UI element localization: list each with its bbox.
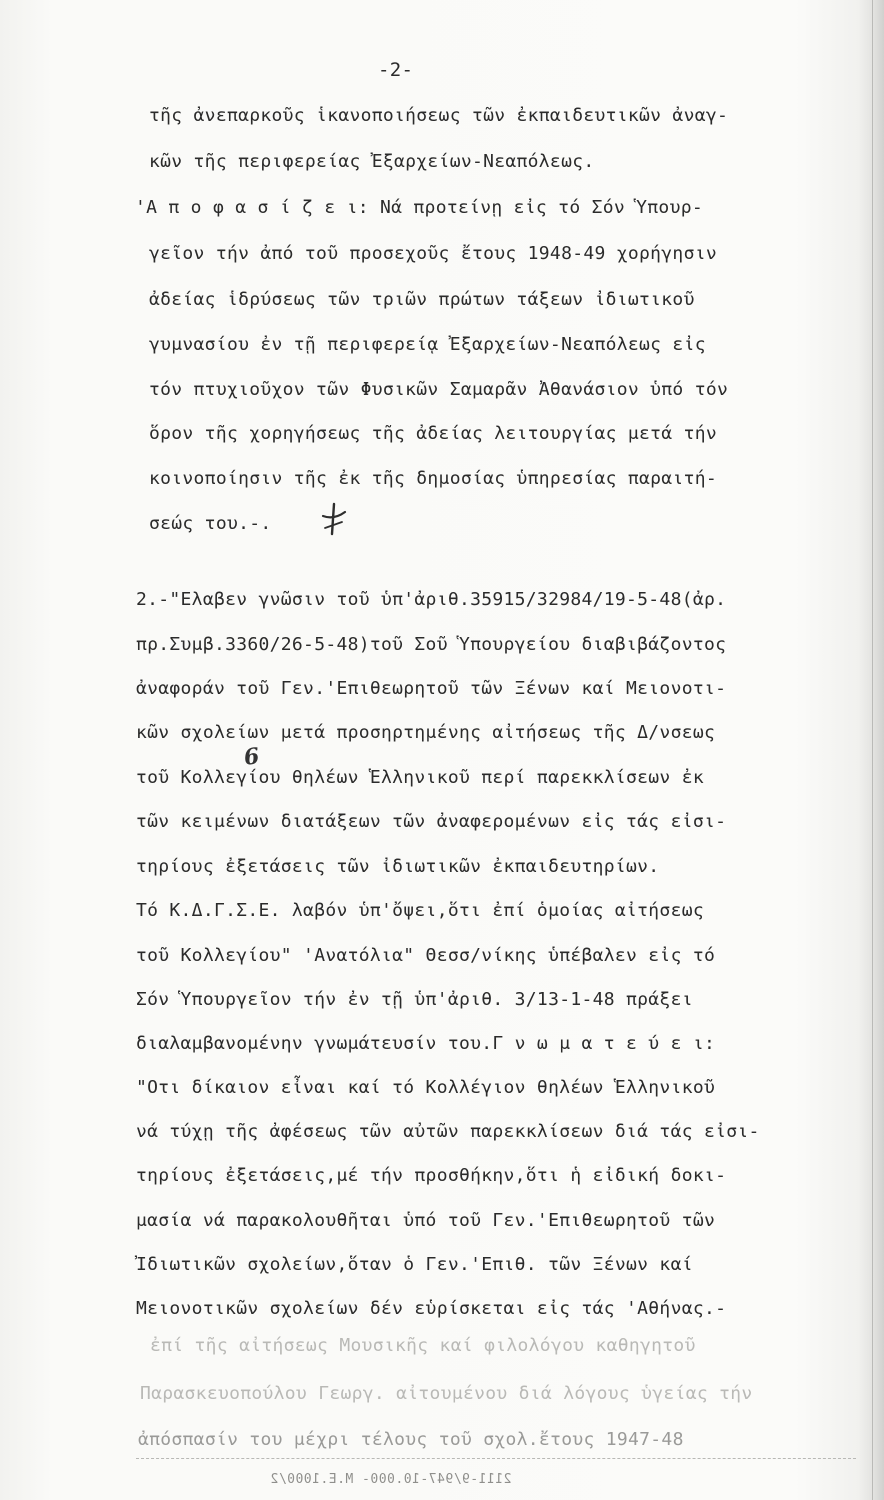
text-line: ἀδείας ἱδρύσεως τῶν τριῶν πρώτων τάξεων ἰδιωτικοῦ — [149, 289, 695, 310]
text-line: "Οτι δίκαιον εἶναι καί τό Κολλέγιον θηλέων Ἑλληνικοῦ — [136, 1077, 716, 1098]
text-line: Σόν Ὑπουργεῖον τήν ἐν τῇ ὑπ'ἀριθ. 3/13-1-48 πράξει — [136, 989, 693, 1010]
text-line: τηρίους ἐξετάσεις,μέ τήν προσθήκην,ὅτι ἡ εἰδική δοκι- — [136, 1165, 727, 1186]
text-line: κῶν τῆς περιφερείας Ἐξαρχείων-Νεαπόλεως. — [149, 151, 595, 172]
text-line: γεῖον τήν ἀπό τοῦ προσεχοῦς ἔτους 1948-49 χορήγησιν — [149, 243, 717, 264]
page-number: -2- — [378, 59, 414, 81]
bleed-through-line: ἐπί τῆς αἰτήσεως Μουσικῆς καί φιλολόγου καθηγητοῦ — [150, 1335, 696, 1356]
text-line: τοῦ Κολλεγίου" 'Ανατόλια" Θεσσ/νίκης ὑπέβαλεν εἰς τό — [136, 945, 716, 966]
text-line: μασία νά παρακολουθῆται ὑπό τοῦ Γεν.'Επιθεωρητοῦ τῶν — [136, 1210, 716, 1231]
dashed-rule — [136, 1458, 856, 1459]
text-line: τόν πτυχιοῦχον τῶν Φυσικῶν Σαμαρᾶν Ἀθανάσιον ὑπό τόν — [149, 379, 729, 400]
text-line: Μειονοτικῶν σχολείων δέν εὑρίσκεται εἰς τάς 'Αθήνας.- — [136, 1298, 727, 1319]
bleed-through-line: Παρασκευοπούλου Γεωργ. αἰτουμένου διά λόγους ὑγείας τήν — [140, 1383, 753, 1404]
text-line: τῶν κειμένων διατάξεων τῶν ἀναφερομένων εἰς τάς εἰσι- — [136, 811, 727, 832]
handwritten-asterisk-icon — [320, 502, 348, 536]
text-line: ὅρον τῆς χορηγήσεως τῆς ἀδείας λειτουργίας μετά τήν — [149, 423, 717, 444]
text-line: σεώς του.-. — [149, 513, 272, 534]
handwritten-note: 6 — [242, 743, 262, 771]
text-line: Τό Κ.Δ.Γ.Σ.Ε. λαβόν ὑπ'ὄψει,ὅτι ἐπί ὁμοίας αἰτήσεως — [136, 900, 704, 921]
text-line: Ἰδιωτικῶν σχολείων,ὅταν ὁ Γεν.'Επιθ. τῶν Ξένων καί — [136, 1254, 693, 1275]
text-line: τῆς ἀνεπαρκοῦς ἱκανοποιήσεως τῶν ἐκπαιδευτικῶν ἀναγ- — [149, 105, 729, 126]
text-line: πρ.Συμβ.3360/26-5-48)τοῦ Σοῦ Ὑπουργείου διαβιβάζοντος — [136, 634, 727, 655]
text-line: 2.-"Ελαβεν γνῶσιν τοῦ ὑπ'ἀριθ.35915/32984/19-5-48(ἀρ. — [136, 589, 727, 610]
text-line: κοινοποίησιν τῆς ἐκ τῆς δημοσίας ὑπηρεσίας παραιτή- — [149, 468, 717, 489]
bleed-through-line: ἀπόσπασίν του μέχρι τέλους τοῦ σχολ.ἔτους 1947-48 — [138, 1429, 684, 1450]
text-line: τοῦ Κολλεγίου θηλέων Ἑλληνικοῦ περί παρεκκλίσεων ἐκ — [136, 767, 704, 788]
mirrored-footer: 2111-9/947-10.000- M.E.1000/2 — [270, 1472, 512, 1487]
text-line: τηρίους ἐξετάσεις τῶν ἰδιωτικῶν ἐκπαιδευτηρίων. — [136, 856, 660, 877]
text-line: ἀναφοράν τοῦ Γεν.'Επιθεωρητοῦ τῶν Ξένων καί Μειονοτι- — [136, 678, 727, 699]
text-line: νά τύχῃ τῆς ἀφέσεως τῶν αὐτῶν παρεκκλίσεων διά τάς εἰσι- — [136, 1121, 760, 1142]
text-line: 'Α π ο φ α σ ί ζ ε ι: Νά προτείνῃ εἰς τό Σόν Ὑπουρ- — [135, 197, 703, 218]
text-line: γυμνασίου ἐν τῇ περιφερείᾳ Ἐξαρχείων-Νεαπόλεως εἰς — [149, 334, 706, 355]
page-edge-shadow — [858, 0, 884, 1500]
text-line: διαλαμβανομένην γνωμάτευσίν του.Γ ν ω μ α τ ε ύ ε ι: — [136, 1033, 716, 1054]
text-line: κῶν σχολείων μετά προσηρτημένης αἰτήσεως τῆς Δ/νσεως — [136, 722, 716, 743]
